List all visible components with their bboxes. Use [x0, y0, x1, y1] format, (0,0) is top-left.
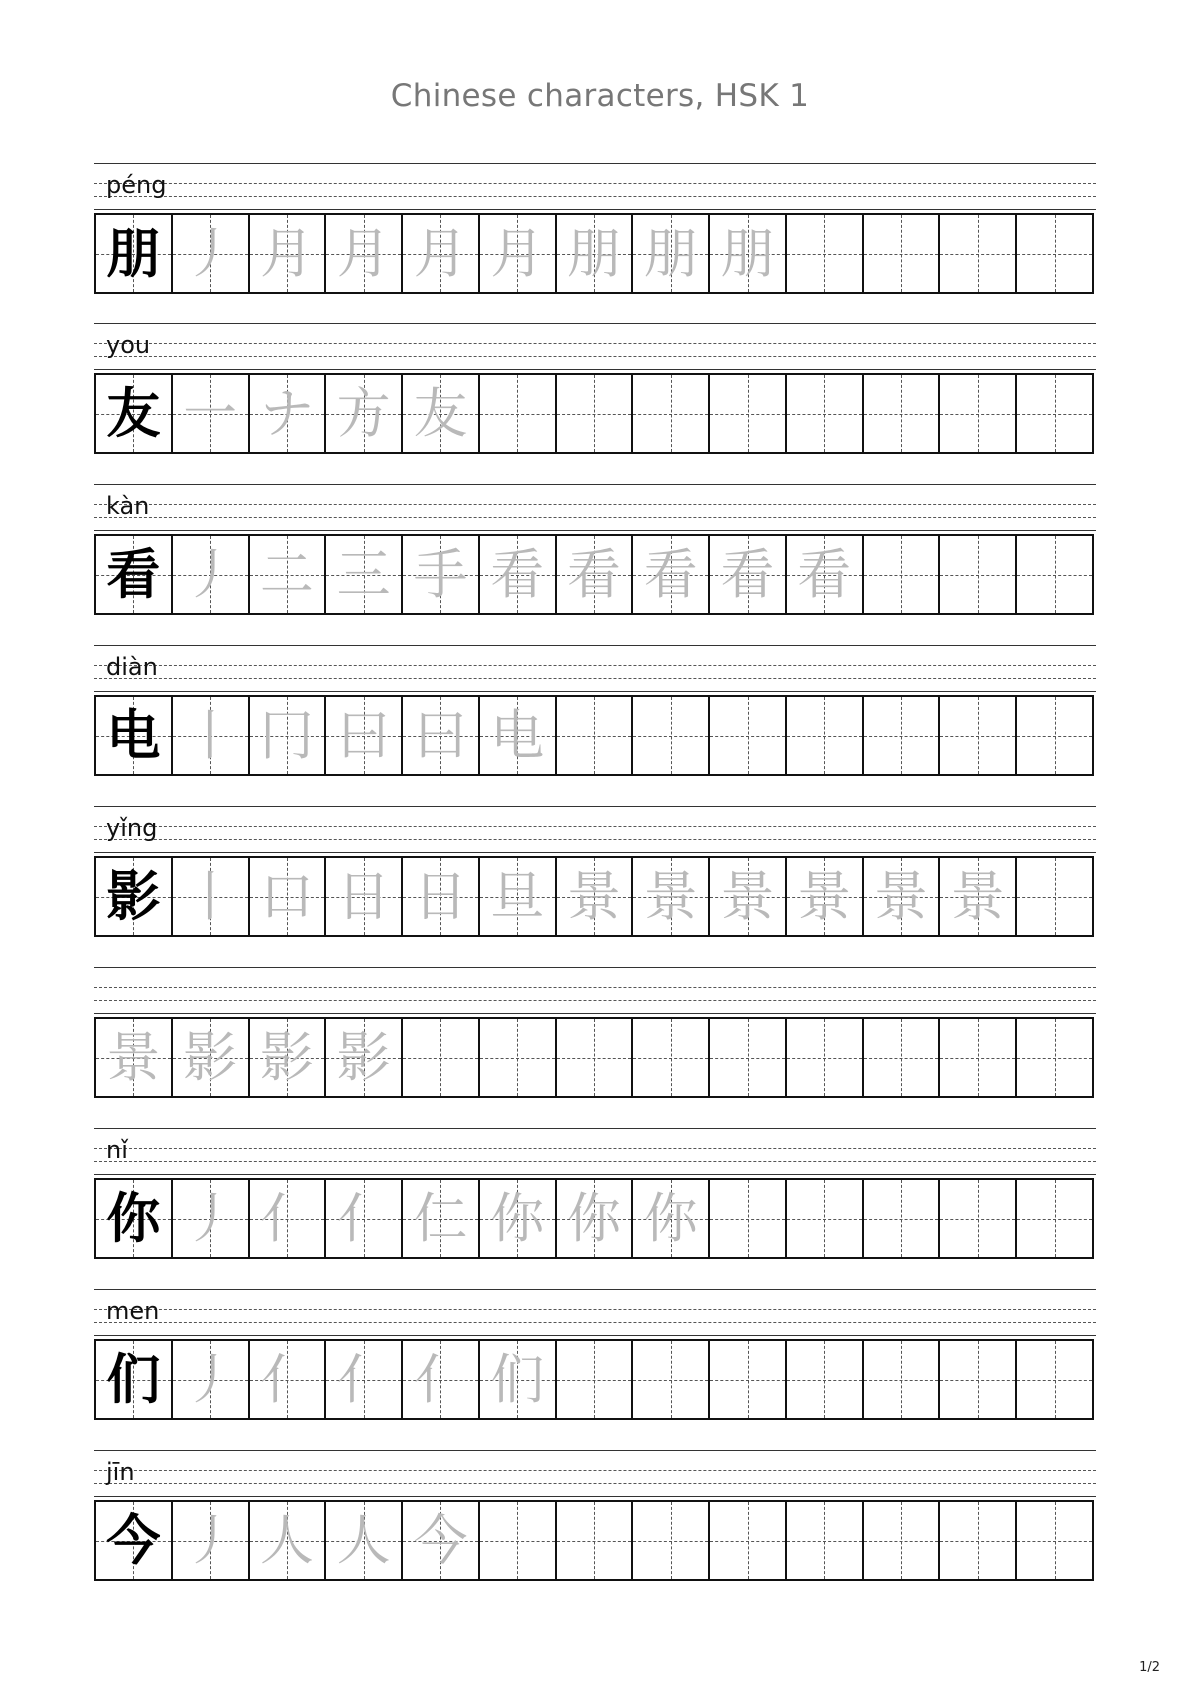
practice-cell [631, 697, 708, 774]
practice-cell [862, 1019, 939, 1096]
pinyin-label: kàn [106, 492, 150, 520]
stroke-step-character [940, 1502, 1015, 1579]
practice-cell [938, 1180, 1015, 1257]
stroke-step-character: 看 [797, 542, 852, 606]
guide-line-dashed [94, 1148, 1096, 1149]
practice-cell [708, 1341, 785, 1418]
stroke-step-character: 你 [490, 1186, 545, 1250]
stroke-step-character: 丿 [183, 1347, 238, 1411]
stroke-step-character: 景 [874, 864, 929, 928]
stroke-step-character [787, 1180, 862, 1257]
stroke-step-character [480, 1019, 555, 1096]
stroke-step-character: 曰 [413, 703, 468, 767]
practice-cell [248, 536, 325, 613]
practice-cell [631, 1502, 708, 1579]
stroke-step-character: 朋 [566, 221, 621, 285]
practice-cell [1015, 858, 1092, 935]
stroke-step-character: 方 [336, 381, 391, 445]
practice-cell [862, 858, 939, 935]
guide-line-bottom [94, 1013, 1096, 1014]
practice-cell [478, 697, 555, 774]
practice-grid [94, 373, 1094, 454]
guide-line-bottom [94, 691, 1096, 692]
stroke-step-character: 景 [720, 864, 775, 928]
stroke-step-character: 人 [259, 1508, 314, 1572]
stroke-step-character: 们 [490, 1347, 545, 1411]
practice-cell [248, 1019, 325, 1096]
practice-cell [785, 536, 862, 613]
practice-cell [708, 375, 785, 452]
stroke-step-character: 亻 [259, 1186, 314, 1250]
model-character: 朋 [106, 221, 161, 285]
practice-cell [862, 536, 939, 613]
stroke-step-character: 电 [490, 703, 545, 767]
model-character-cell [96, 536, 171, 613]
guide-line-dashed [94, 504, 1096, 505]
stroke-step-character [1017, 375, 1092, 452]
guide-line-top [94, 1128, 1096, 1129]
practice-grid [94, 856, 1094, 937]
pinyin-label: péng [106, 171, 167, 199]
practice-grid [94, 1500, 1094, 1581]
pinyin-label: nǐ [106, 1136, 128, 1164]
practice-cell [248, 375, 325, 452]
pinyin-label: men [106, 1297, 160, 1325]
pinyin-label: yǐng [106, 814, 158, 842]
stroke-step-character: 你 [643, 1186, 698, 1250]
stroke-step-character [1017, 858, 1092, 935]
guide-line-dashed [94, 517, 1096, 518]
practice-cell [938, 536, 1015, 613]
stroke-step-character [710, 1341, 785, 1418]
practice-cell [401, 1502, 478, 1579]
practice-cell [708, 697, 785, 774]
guide-line-top [94, 806, 1096, 807]
guide-line-top [94, 645, 1096, 646]
practice-grid [94, 534, 1094, 615]
stroke-step-character: 日 [336, 864, 391, 928]
practice-grid [94, 1339, 1094, 1420]
stroke-step-character [480, 1502, 555, 1579]
model-character-cell [96, 858, 171, 935]
stroke-step-character [710, 1019, 785, 1096]
stroke-step-character [1017, 1502, 1092, 1579]
model-character: 电 [106, 703, 161, 767]
practice-cell [171, 697, 248, 774]
practice-cell [938, 375, 1015, 452]
page-number: 1/2 [1139, 1660, 1160, 1675]
practice-cell [785, 215, 862, 292]
practice-cell [631, 1341, 708, 1418]
stroke-step-character [787, 1502, 862, 1579]
stroke-step-character [1017, 215, 1092, 292]
model-character-cell [96, 1019, 171, 1096]
stroke-step-character [864, 1502, 939, 1579]
practice-cell [401, 697, 478, 774]
practice-cell [248, 215, 325, 292]
stroke-step-character: 亻 [336, 1186, 391, 1250]
model-character: 今 [106, 1508, 161, 1572]
practice-cell [248, 1502, 325, 1579]
practice-cell [248, 858, 325, 935]
model-character-cell [96, 1502, 171, 1579]
model-character-cell [96, 1341, 171, 1418]
practice-cell [555, 1180, 632, 1257]
stroke-step-character: 三 [336, 542, 391, 606]
practice-cell [401, 1180, 478, 1257]
practice-cell [631, 1019, 708, 1096]
guide-line-dashed [94, 826, 1096, 827]
stroke-step-character [940, 536, 1015, 613]
stroke-step-character [787, 375, 862, 452]
practice-cell [1015, 697, 1092, 774]
practice-cell [785, 375, 862, 452]
practice-cell [324, 215, 401, 292]
stroke-step-character: 今 [413, 1508, 468, 1572]
practice-cell [708, 215, 785, 292]
model-character-cell [96, 215, 171, 292]
practice-cell [785, 1019, 862, 1096]
stroke-step-character [787, 215, 862, 292]
practice-cell [1015, 1019, 1092, 1096]
pinyin-label: jīn [106, 1458, 135, 1486]
stroke-step-character: 口 [259, 864, 314, 928]
practice-cell [401, 375, 478, 452]
guide-line-dashed [94, 1000, 1096, 1001]
practice-cell [785, 1341, 862, 1418]
practice-cell [171, 375, 248, 452]
guide-line-dashed [94, 839, 1096, 840]
practice-cell [171, 215, 248, 292]
practice-row [94, 323, 1096, 466]
stroke-step-character: 亻 [413, 1347, 468, 1411]
stroke-step-character: 朋 [643, 221, 698, 285]
stroke-step-character [1017, 1019, 1092, 1096]
stroke-step-character: 一 [183, 381, 238, 445]
stroke-step-character: 你 [566, 1186, 621, 1250]
practice-cell [631, 536, 708, 613]
stroke-step-character: 冂 [259, 703, 314, 767]
practice-cell [478, 375, 555, 452]
stroke-step-character: 影 [336, 1025, 391, 1089]
practice-cell [555, 1341, 632, 1418]
practice-cell [1015, 375, 1092, 452]
stroke-step-character: 丨 [183, 703, 238, 767]
practice-cell [171, 1180, 248, 1257]
page-title: Chinese characters, HSK 1 [390, 78, 810, 114]
stroke-step-character: 景 [950, 864, 1005, 928]
guide-line-bottom [94, 530, 1096, 531]
stroke-step-character: 旦 [490, 864, 545, 928]
model-character-cell [96, 697, 171, 774]
stroke-step-character [864, 375, 939, 452]
stroke-step-character [787, 1341, 862, 1418]
practice-cell [324, 858, 401, 935]
practice-cell [938, 1341, 1015, 1418]
stroke-step-character: 月 [413, 221, 468, 285]
stroke-step-character [710, 1502, 785, 1579]
practice-row [94, 1128, 1096, 1271]
stroke-step-character [633, 1502, 708, 1579]
stroke-step-character: 亻 [259, 1347, 314, 1411]
stroke-step-character [864, 1180, 939, 1257]
practice-cell [478, 1341, 555, 1418]
stroke-step-character [864, 215, 939, 292]
practice-cell [324, 1019, 401, 1096]
practice-cell [171, 1019, 248, 1096]
guide-line-top [94, 1289, 1096, 1290]
practice-cell [1015, 1180, 1092, 1257]
guide-line-dashed [94, 1161, 1096, 1162]
stroke-step-character [940, 1019, 1015, 1096]
stroke-step-character [1017, 1341, 1092, 1418]
model-character: 友 [106, 381, 161, 445]
stroke-step-character [1017, 536, 1092, 613]
practice-cell [248, 1180, 325, 1257]
guide-line-top [94, 484, 1096, 485]
practice-cell [555, 858, 632, 935]
practice-cell [631, 858, 708, 935]
practice-cell [555, 1502, 632, 1579]
practice-cell [401, 858, 478, 935]
practice-row [94, 967, 1096, 1110]
model-character: 景 [106, 1025, 161, 1089]
practice-cell [862, 1180, 939, 1257]
practice-cell [555, 536, 632, 613]
practice-cell [785, 1180, 862, 1257]
practice-cell [631, 375, 708, 452]
stroke-step-character [1017, 697, 1092, 774]
model-character: 你 [106, 1186, 161, 1250]
stroke-step-character: 友 [413, 381, 468, 445]
practice-row [94, 484, 1096, 627]
practice-cell [862, 215, 939, 292]
stroke-step-character [403, 1019, 478, 1096]
practice-cell [938, 1019, 1015, 1096]
practice-cell [324, 1341, 401, 1418]
practice-cell [324, 1502, 401, 1579]
practice-cell [401, 536, 478, 613]
guide-line-top [94, 1450, 1096, 1451]
guide-line-dashed [94, 343, 1096, 344]
guide-line-dashed [94, 1322, 1096, 1323]
practice-cell [862, 375, 939, 452]
guide-line-dashed [94, 356, 1096, 357]
guide-line-bottom [94, 1174, 1096, 1175]
practice-cell [862, 1341, 939, 1418]
stroke-step-character: 日 [413, 864, 468, 928]
practice-grid [94, 695, 1094, 776]
practice-cell [248, 1341, 325, 1418]
practice-cell [555, 697, 632, 774]
practice-row [94, 163, 1096, 306]
stroke-step-character: 仁 [413, 1186, 468, 1250]
stroke-step-character: 月 [490, 221, 545, 285]
stroke-step-character: 影 [183, 1025, 238, 1089]
practice-cell [555, 375, 632, 452]
practice-cell [1015, 536, 1092, 613]
stroke-step-character: 丨 [183, 864, 238, 928]
stroke-step-character [864, 697, 939, 774]
practice-cell [708, 1019, 785, 1096]
stroke-step-character: 丿 [183, 221, 238, 285]
practice-cell [171, 858, 248, 935]
stroke-step-character: 手 [413, 542, 468, 606]
stroke-step-character [557, 1341, 632, 1418]
practice-cell [1015, 1341, 1092, 1418]
practice-cell [555, 1019, 632, 1096]
stroke-step-character [633, 1019, 708, 1096]
stroke-step-character: 看 [490, 542, 545, 606]
practice-row [94, 806, 1096, 949]
guide-line-dashed [94, 183, 1096, 184]
practice-cell [785, 697, 862, 774]
stroke-step-character: 影 [259, 1025, 314, 1089]
practice-row [94, 1289, 1096, 1432]
stroke-step-character [557, 697, 632, 774]
model-character-cell [96, 1180, 171, 1257]
stroke-step-character: 人 [336, 1508, 391, 1572]
stroke-step-character: 月 [336, 221, 391, 285]
stroke-step-character: 看 [643, 542, 698, 606]
practice-grid [94, 213, 1094, 294]
practice-cell [401, 1019, 478, 1096]
guide-line-bottom [94, 209, 1096, 210]
stroke-step-character: 看 [720, 542, 775, 606]
guide-line-dashed [94, 678, 1096, 679]
practice-cell [862, 697, 939, 774]
practice-cell [478, 1180, 555, 1257]
practice-cell [938, 1502, 1015, 1579]
stroke-step-character [480, 375, 555, 452]
pinyin-label: diàn [106, 653, 158, 681]
pinyin-label: you [106, 331, 151, 359]
practice-cell [862, 1502, 939, 1579]
stroke-step-character: 丿 [183, 1508, 238, 1572]
guide-line-top [94, 323, 1096, 324]
practice-cell [324, 697, 401, 774]
practice-cell [1015, 1502, 1092, 1579]
practice-cell [401, 1341, 478, 1418]
practice-cell [555, 215, 632, 292]
practice-cell [401, 215, 478, 292]
stroke-step-character [940, 1341, 1015, 1418]
stroke-step-character [787, 1019, 862, 1096]
stroke-step-character [864, 536, 939, 613]
stroke-step-character [940, 1180, 1015, 1257]
guide-line-dashed [94, 196, 1096, 197]
stroke-step-character [940, 375, 1015, 452]
practice-cell [324, 536, 401, 613]
practice-cell [938, 858, 1015, 935]
practice-cell [631, 215, 708, 292]
guide-line-top [94, 163, 1096, 164]
model-character: 影 [106, 864, 161, 928]
stroke-step-character [1017, 1180, 1092, 1257]
practice-cell [938, 215, 1015, 292]
practice-cell [478, 1502, 555, 1579]
guide-line-bottom [94, 369, 1096, 370]
practice-cell [938, 697, 1015, 774]
guide-line-dashed [94, 665, 1096, 666]
stroke-step-character: ナ [259, 381, 314, 445]
guide-line-bottom [94, 1496, 1096, 1497]
practice-cell [171, 1341, 248, 1418]
stroke-step-character [633, 1341, 708, 1418]
guide-line-dashed [94, 987, 1096, 988]
stroke-step-character [940, 697, 1015, 774]
model-character: 看 [106, 542, 161, 606]
practice-cell [478, 215, 555, 292]
stroke-step-character [864, 1341, 939, 1418]
practice-cell [785, 858, 862, 935]
stroke-step-character [557, 1019, 632, 1096]
practice-grid [94, 1017, 1094, 1098]
guide-line-dashed [94, 1483, 1096, 1484]
stroke-step-character [557, 375, 632, 452]
stroke-step-character [710, 1180, 785, 1257]
stroke-step-character: 景 [797, 864, 852, 928]
practice-cell [785, 1502, 862, 1579]
stroke-step-character: 景 [566, 864, 621, 928]
stroke-step-character: 景 [643, 864, 698, 928]
stroke-step-character: 亻 [336, 1347, 391, 1411]
stroke-step-character: 丿 [183, 1186, 238, 1250]
guide-line-bottom [94, 852, 1096, 853]
practice-cell [708, 1502, 785, 1579]
practice-cell [708, 536, 785, 613]
practice-cell [708, 858, 785, 935]
guide-line-top [94, 967, 1096, 968]
practice-cell [171, 536, 248, 613]
stroke-step-character: 曰 [336, 703, 391, 767]
practice-grid [94, 1178, 1094, 1259]
stroke-step-character [557, 1502, 632, 1579]
stroke-step-character [633, 697, 708, 774]
practice-cell [248, 697, 325, 774]
practice-cell [631, 1180, 708, 1257]
practice-cell [324, 375, 401, 452]
guide-line-dashed [94, 1309, 1096, 1310]
practice-cell [171, 1502, 248, 1579]
stroke-step-character [864, 1019, 939, 1096]
stroke-step-character: 朋 [720, 221, 775, 285]
practice-row [94, 1450, 1096, 1593]
practice-cell [478, 858, 555, 935]
practice-row [94, 645, 1096, 788]
guide-line-dashed [94, 1470, 1096, 1471]
stroke-step-character: 看 [566, 542, 621, 606]
practice-cell [478, 536, 555, 613]
guide-line-bottom [94, 1335, 1096, 1336]
stroke-step-character [710, 375, 785, 452]
stroke-step-character [633, 375, 708, 452]
practice-cell [1015, 215, 1092, 292]
stroke-step-character: 丿 [183, 542, 238, 606]
practice-cell [708, 1180, 785, 1257]
practice-cell [478, 1019, 555, 1096]
practice-cell [324, 1180, 401, 1257]
model-character-cell [96, 375, 171, 452]
stroke-step-character [940, 215, 1015, 292]
stroke-step-character: 二 [259, 542, 314, 606]
stroke-step-character [787, 697, 862, 774]
model-character: 们 [106, 1347, 161, 1411]
stroke-step-character [710, 697, 785, 774]
stroke-step-character: 月 [259, 221, 314, 285]
